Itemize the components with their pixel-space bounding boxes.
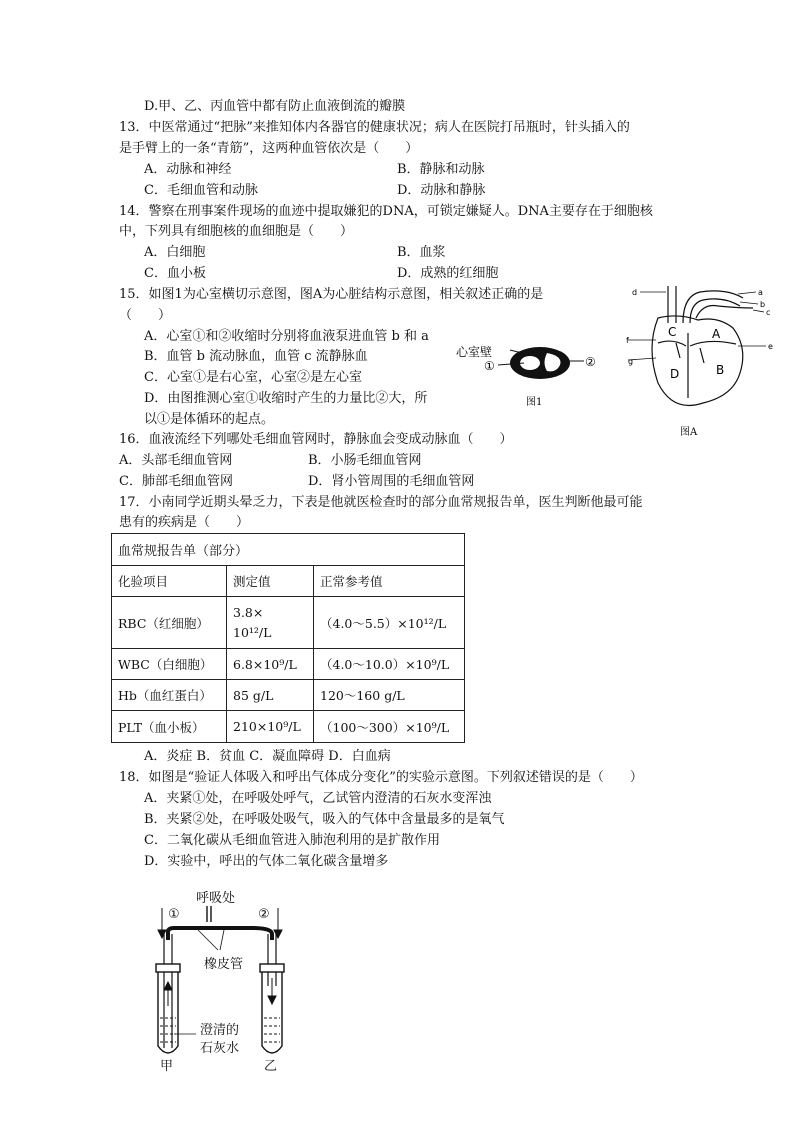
row-item: WBC（白细胞） xyxy=(112,649,227,680)
heart-label-c: c xyxy=(766,308,771,317)
row-value: 6.8×10⁹/L xyxy=(227,649,314,680)
heart-chamber-A: A xyxy=(712,327,721,341)
row-reference: （4.0～10.0）×10⁹/L xyxy=(314,649,465,680)
stopper-jia xyxy=(156,964,180,972)
heart-label-b: b xyxy=(760,300,766,309)
q15-option-a: A．心室①和②收缩时分别将血液泵进血管 b 和 a xyxy=(144,329,429,344)
q12-option-d: D.甲、乙、丙血管中都有防止血液倒流的瓣膜 xyxy=(144,99,406,114)
pulmonary-artery xyxy=(696,306,753,319)
heart-chamber-D: D xyxy=(670,367,680,381)
lime-water-label-2: 石灰水 xyxy=(200,1041,240,1056)
q14-option-c: C．血小板 xyxy=(144,266,206,281)
table-row xyxy=(112,711,465,743)
row-item: PLT（血小板） xyxy=(112,711,227,743)
q13-option-a: A．动脉和神经 xyxy=(144,162,232,177)
q15-option-c: C．心室①是右心室，心室②是左心室 xyxy=(144,370,362,385)
q13-option-c: C．毛细血管和动脉 xyxy=(144,183,258,198)
q13-stem-line1: 13．中医常通过“把脉”来推知体内各器官的健康状况；病人在医院打吊瓶时，针头插入的 xyxy=(119,120,630,135)
report-title: 血常规报告单（部分） xyxy=(112,534,465,566)
heart-label-g: g xyxy=(628,357,634,366)
q17-stem-line2: 患有的疾病是（ ） xyxy=(119,515,250,530)
lime-water-label-1: 澄清的 xyxy=(200,1023,240,1038)
stopper-yi xyxy=(260,964,284,972)
figure-1-caption: 图1 xyxy=(526,397,543,408)
row-item: RBC（红细胞） xyxy=(112,597,227,649)
ventricle-wall-label: 心室壁 xyxy=(456,345,493,359)
q13-option-d: D．动脉和静脉 xyxy=(397,183,486,198)
q15-option-d-line1: D．由图推测心室①收缩时产生的力量比②大，所 xyxy=(144,391,428,406)
valves-line xyxy=(658,341,736,346)
heart-chamber-C: C xyxy=(668,325,677,339)
q14-option-d: D．成熟的红细胞 xyxy=(397,266,499,281)
header-item: 化验项目 xyxy=(112,566,227,597)
q15-option-b: B．血管 b 流动脉血，血管 c 流静脉血 xyxy=(144,349,368,364)
breath-port-label: 呼吸处 xyxy=(196,891,236,906)
q15-stem-line2: （ ） xyxy=(119,308,172,323)
q14-stem-line1: 14．警察在刑事案件现场的血迹中提取嫌犯的DNA，可锁定嫌疑人。DNA主要存在于细胞核 xyxy=(119,204,653,219)
q17-options: A．炎症 B．贫血 C．凝血障碍 D．白血病 xyxy=(144,749,391,764)
q13-stem-line2: 是手臂上的一条“青筋”，这两种血管依次是（ ） xyxy=(119,141,419,156)
header-reference: 正常参考值 xyxy=(314,566,465,597)
q16-option-c: C．肺部毛细血管网 xyxy=(119,474,233,489)
q15-stem-line1: 15．如图1为心室横切示意图，图A为心脏结构示意图，相关叙述正确的是 xyxy=(119,287,544,302)
q14-option-a: A．白细胞 xyxy=(144,245,206,260)
table-row xyxy=(112,649,465,680)
vena-cava-top xyxy=(668,286,676,323)
heart-label-d: d xyxy=(632,288,638,297)
rubber-tube-label: 橡皮管 xyxy=(204,957,244,972)
row-reference: （100～300）×10⁹/L xyxy=(314,711,465,743)
arrow-down-left xyxy=(158,930,166,938)
row-value xyxy=(227,597,314,649)
row-reference: （4.0～5.5）×10¹²/L xyxy=(314,597,465,649)
q13-option-b: B．静脉和动脉 xyxy=(397,162,485,177)
row-value-line1: 3.8× xyxy=(233,604,264,620)
rubber-tube xyxy=(168,928,272,940)
heart-label-f: f xyxy=(626,336,629,345)
tube-yi-label: 乙 xyxy=(264,1059,278,1074)
row-reference: 120～160 g/L xyxy=(314,680,465,711)
q18-option-b: B．夹紧②处，在呼吸处吸气，吸入的气体中含量最多的是氧气 xyxy=(144,812,505,827)
ventricle-cross-section-figure xyxy=(450,335,610,410)
q15-option-d-line2: 以①是体循环的起点。 xyxy=(144,412,275,427)
q16-option-a: A．头部毛细血管网 xyxy=(119,453,233,468)
blood-report-table xyxy=(111,533,465,743)
q16-stem: 16．血液流经下列哪处毛细血管网时，静脉血会变成动脉血（ ） xyxy=(119,432,513,447)
clip-2-label: ② xyxy=(258,907,270,922)
q18-stem: 18．如图是“验证人体吸入和呼出气体成分变化”的实验示意图。下列叙述错误的是（ ） xyxy=(119,770,643,785)
q14-stem-line2: 中，下列具有细胞核的血细胞是（ ） xyxy=(119,224,354,239)
ventricle-2-label: ② xyxy=(585,355,596,369)
q16-option-d: D．肾小管周围的毛细血管网 xyxy=(308,474,475,489)
q18-option-d: D．实验中，呼出的气体二氧化碳含量增多 xyxy=(144,854,389,869)
q18-option-c: C．二氧化碳从毛细血管进入肺泡利用的是扩散作用 xyxy=(144,833,440,848)
q17-stem-line1: 17．小南同学近期头晕乏力，下表是他就医检查时的部分血常规报告单，医生判断他最可能 xyxy=(119,495,643,510)
q18-option-a: A．夹紧①处，在呼吸处呼气，乙试管内澄清的石灰水变浑浊 xyxy=(144,791,492,806)
arrow-up-left xyxy=(164,982,172,990)
heart-structure-figure xyxy=(628,278,778,443)
heart-outline xyxy=(652,316,743,406)
heart-label-a: a xyxy=(758,288,763,297)
table-row xyxy=(112,597,465,649)
row-value: 210×10⁹/L xyxy=(227,711,314,743)
tube-jia-label: 甲 xyxy=(160,1059,174,1074)
arrow-down-right xyxy=(274,930,282,938)
header-value: 测定值 xyxy=(227,566,314,597)
ventricle-1-label: ① xyxy=(484,359,495,373)
test-tube-jia xyxy=(158,968,178,1053)
q16-option-b: B．小肠毛细血管网 xyxy=(308,453,422,468)
row-item: Hb（血红蛋白） xyxy=(112,680,227,711)
figure-A-caption: 图A xyxy=(680,427,698,438)
table-row xyxy=(112,680,465,711)
heart-label-e: e xyxy=(768,342,773,351)
arrow-down-right-tube xyxy=(268,996,276,1004)
q14-option-b: B．血浆 xyxy=(397,245,446,260)
row-value: 85 g/L xyxy=(227,680,314,711)
breathing-experiment-figure xyxy=(140,888,310,1078)
row-value-line2: 10¹²/L xyxy=(233,624,272,640)
clip-1-label: ① xyxy=(168,907,180,922)
heart-chamber-B: B xyxy=(716,363,725,377)
